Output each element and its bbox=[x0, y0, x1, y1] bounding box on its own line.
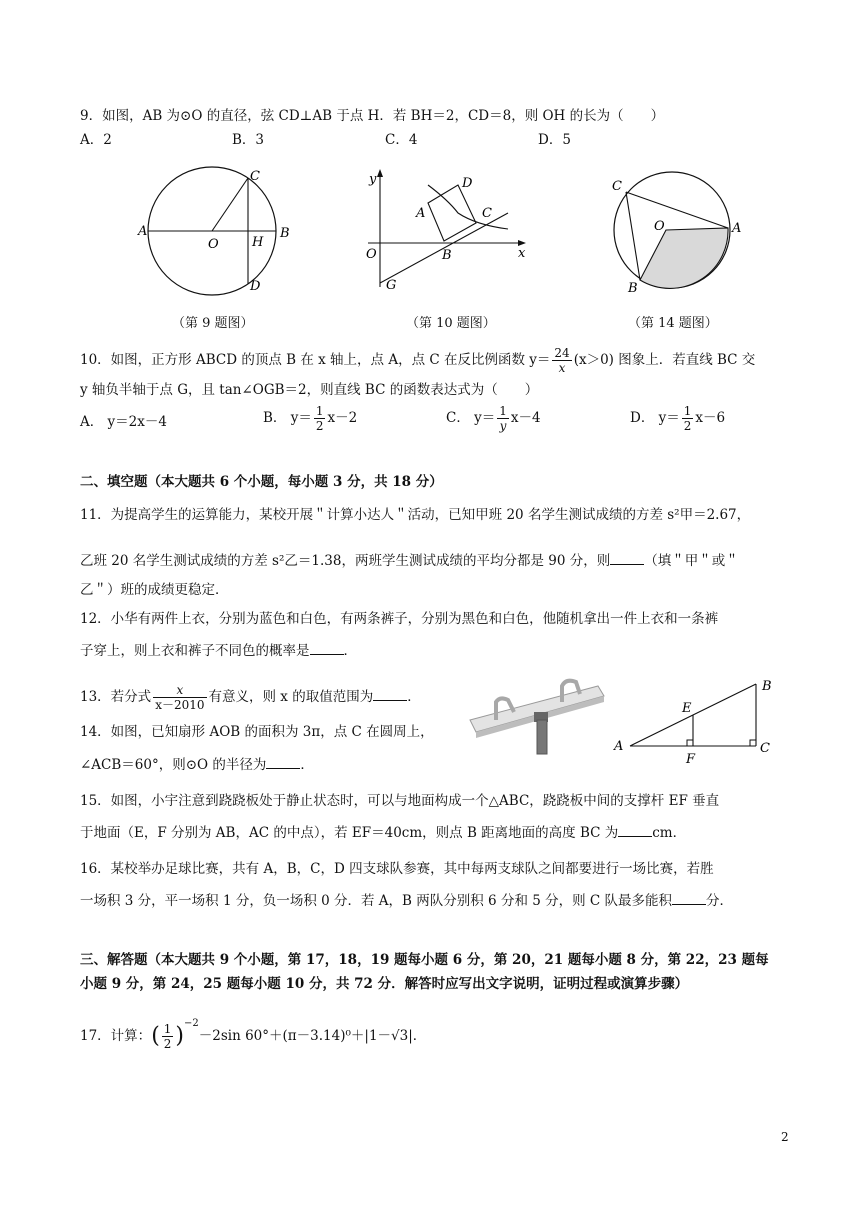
page-number: 2 bbox=[781, 1130, 789, 1144]
q10-line2: y 轴负半轴于点 G，且 tan∠OGB＝2，则直线 BC 的函数表达式为（ ） bbox=[80, 382, 539, 398]
figure-15 bbox=[606, 674, 786, 766]
q10-line1-post: (x＞0) 图象上．若直线 BC 交 bbox=[573, 352, 756, 368]
fig15-label-c: C bbox=[760, 741, 770, 756]
q10-optc-post: x－4 bbox=[510, 410, 541, 426]
fig14-label-b: B bbox=[628, 281, 638, 296]
q10-optc-num: 1 bbox=[499, 404, 507, 418]
q16-line2-pre: 一场积 3 分，平一场积 1 分，负一场积 0 分．若 A，B 两队分别积 6 分和 5 分，则 C 队最多能积 bbox=[80, 893, 673, 909]
q13-line bbox=[80, 683, 421, 712]
fig14-label-o: O bbox=[654, 219, 665, 234]
fig10-label-b: B bbox=[442, 248, 452, 263]
q10-optb-num: 1 bbox=[315, 404, 324, 418]
q11-line2-post: （填＂甲＂或＂ bbox=[644, 553, 739, 569]
q13-frac-den: x－2010 bbox=[155, 698, 205, 712]
fig14-chord-ca bbox=[626, 192, 728, 228]
fig10-label-d: D bbox=[462, 176, 473, 191]
q16-answer-blank[interactable] bbox=[672, 890, 706, 905]
q17-fraction bbox=[162, 1022, 174, 1051]
fig9-label-a: A bbox=[138, 224, 148, 239]
fig10-caption: （第 10 题图） bbox=[406, 316, 496, 331]
fig9-radius-oc bbox=[212, 178, 248, 231]
q10-optd-post: x－6 bbox=[695, 410, 726, 426]
q10-option-b bbox=[263, 404, 357, 433]
q9-option-c: C．4 bbox=[385, 132, 418, 148]
q10-optb-den: 2 bbox=[315, 419, 324, 433]
fig10-label-y: y bbox=[369, 172, 377, 187]
fig10-square bbox=[428, 185, 476, 241]
q10-option-c bbox=[446, 404, 541, 433]
fig15-label-b: B bbox=[762, 679, 772, 694]
q12-line2 bbox=[80, 640, 357, 661]
fig14-label-c: C bbox=[612, 179, 622, 194]
fig14-caption: （第 14 题图） bbox=[628, 316, 718, 331]
q10-optb-fraction bbox=[314, 404, 326, 433]
q12-line2-post: ． bbox=[343, 643, 357, 659]
q9-option-d: D．5 bbox=[538, 132, 571, 148]
fig9-label-h: H bbox=[252, 235, 264, 250]
figure-10 bbox=[358, 165, 538, 300]
q14-answer-blank[interactable] bbox=[266, 754, 300, 769]
q12-line1: 12．小华有两件上衣，分别为蓝色和白色，有两条裤子，分别为黑色和白色，他随机拿出一件上衣和一条裤 bbox=[80, 611, 719, 627]
q13-frac-num: x bbox=[153, 683, 206, 698]
q12-line2-pre: 子穿上，则上衣和裤子不同色的概率是 bbox=[80, 643, 310, 659]
fig9-label-o: O bbox=[208, 237, 219, 252]
q11-line1: 11．为提高学生的运算能力，某校开展＂计算小达人＂活动，已知甲班 20 名学生测试成绩的方差 s²甲＝2.67， bbox=[80, 507, 751, 523]
q15-line1: 15．如图，小宇注意到跷跷板处于静止状态时，可以与地面构成一个△ABC，跷跷板中间的支撑杆 EF 垂直 bbox=[80, 793, 720, 809]
q9-option-a: A．2 bbox=[80, 132, 112, 148]
q11-line3: 乙＂）班的成绩更稳定． bbox=[80, 582, 229, 598]
q10-optc-fraction bbox=[497, 404, 509, 433]
section3-line2: 小题 9 分，第 24，25 题每小题 10 分，共 72 分．解答时应写出文字说明，证明过程或演算步骤） bbox=[80, 976, 689, 992]
q17-line bbox=[80, 1014, 426, 1051]
q10-fraction bbox=[552, 346, 571, 375]
q10-option-d bbox=[630, 404, 725, 433]
figure-9 bbox=[130, 160, 300, 300]
fig15-label-a: A bbox=[614, 739, 624, 754]
fig9-label-b: B bbox=[280, 226, 290, 241]
q10-optb-post: x－2 bbox=[327, 410, 358, 426]
fig14-sector bbox=[640, 228, 728, 288]
q13-answer-blank[interactable] bbox=[373, 686, 407, 701]
q15-answer-blank[interactable] bbox=[618, 822, 652, 837]
q13-pre: 13．若分式 bbox=[80, 689, 152, 705]
fig14-label-a: A bbox=[732, 221, 742, 236]
fig10-label-a: A bbox=[416, 206, 426, 221]
q10-line1 bbox=[80, 346, 755, 375]
fig15-label-e: E bbox=[682, 701, 692, 716]
fig9-caption: （第 9 题图） bbox=[172, 316, 254, 331]
q16-line2 bbox=[80, 890, 733, 911]
q10-frac-den: x bbox=[558, 361, 566, 375]
fig10-label-g: G bbox=[386, 278, 397, 293]
q9-option-b: B．3 bbox=[232, 132, 265, 148]
q13-fraction bbox=[153, 683, 206, 712]
q15-line2-pre: 于地面（E，F 分别为 AB，AC 的中点），若 EF＝40cm，则点 B 距离地面的高度 BC 为 bbox=[80, 825, 619, 841]
q17-pre: 17．计算： bbox=[80, 1028, 152, 1044]
q10-optd-pre: D． y＝ bbox=[630, 410, 680, 426]
fig10-label-o: O bbox=[366, 247, 377, 262]
q11-line2-pre: 乙班 20 名学生测试成绩的方差 s²乙＝1.38，两班学生测试成绩的平均分都是 90 分，则 bbox=[80, 553, 611, 569]
q10-optb-pre: B． y＝ bbox=[263, 410, 312, 426]
fig9-label-d: D bbox=[250, 279, 261, 294]
q17-frac-den: 2 bbox=[163, 1037, 172, 1051]
q10-option-a: A． y＝2x－4 bbox=[80, 414, 167, 430]
q17-post: －2sin 60°＋(π－3.14)⁰＋|1－√3|． bbox=[198, 1028, 427, 1044]
section2-title: 二、填空题（本大题共 6 个小题，每小题 3 分，共 18 分） bbox=[80, 474, 443, 490]
q10-optd-den: 2 bbox=[683, 419, 692, 433]
q17-paren-open: ( bbox=[151, 1023, 160, 1049]
q14-line2-post: ． bbox=[300, 757, 314, 773]
q10-optc-den: y bbox=[499, 419, 507, 433]
q11-line2 bbox=[80, 550, 739, 571]
fig15-label-f: F bbox=[686, 752, 696, 766]
q10-optc-pre: C． y＝ bbox=[446, 410, 496, 426]
q13-post: 有意义，则 x 的取值范围为 bbox=[208, 689, 374, 705]
fig14-chord-cb bbox=[626, 192, 640, 280]
q10-frac-num: 24 bbox=[554, 346, 570, 360]
q10-optd-num: 1 bbox=[683, 404, 692, 418]
q17-paren-close: ) bbox=[175, 1023, 185, 1049]
q17-exponent: −2 bbox=[184, 1018, 199, 1029]
q10-optd-fraction bbox=[682, 404, 694, 433]
seesaw-photo bbox=[466, 672, 606, 758]
q9-text: 9．如图，AB 为⊙O 的直径，弦 CD⊥AB 于点 H．若 BH＝2，CD＝8，则 OH 的长为（ ） bbox=[80, 108, 665, 124]
q14-line2-pre: ∠ACB＝60°，则⊙O 的半径为 bbox=[80, 757, 267, 773]
q17-frac-num: 1 bbox=[163, 1022, 172, 1036]
q12-answer-blank[interactable] bbox=[310, 640, 344, 655]
q16-line2-post: 分． bbox=[706, 893, 734, 909]
q16-line1: 16．某校举办足球比赛，共有 A，B，C，D 四支球队参赛，其中每两支球队之间都要进行一场比赛，若胜 bbox=[80, 861, 714, 877]
q11-answer-blank[interactable] bbox=[610, 550, 644, 565]
fig10-label-c: C bbox=[482, 206, 492, 221]
q14-line2 bbox=[80, 754, 314, 775]
q13-end: ． bbox=[407, 689, 421, 705]
q14-line1: 14．如图，已知扇形 AOB 的面积为 3π，点 C 在圆周上， bbox=[80, 724, 434, 740]
section3-line1: 三、解答题（本大题共 9 个小题，第 17，18，19 题每小题 6 分，第 20，21 题每小题 8 分，第 22，23 题每 bbox=[80, 952, 769, 968]
fig10-label-x: x bbox=[518, 246, 526, 261]
figure-14 bbox=[600, 168, 760, 298]
fig9-label-c: C bbox=[250, 169, 260, 184]
q15-line2-post: cm． bbox=[652, 825, 687, 841]
q10-line1-pre: 10．如图，正方形 ABCD 的顶点 B 在 x 轴上，点 A，点 C 在反比例函数 y＝ bbox=[80, 352, 551, 368]
q15-line2 bbox=[80, 822, 686, 843]
